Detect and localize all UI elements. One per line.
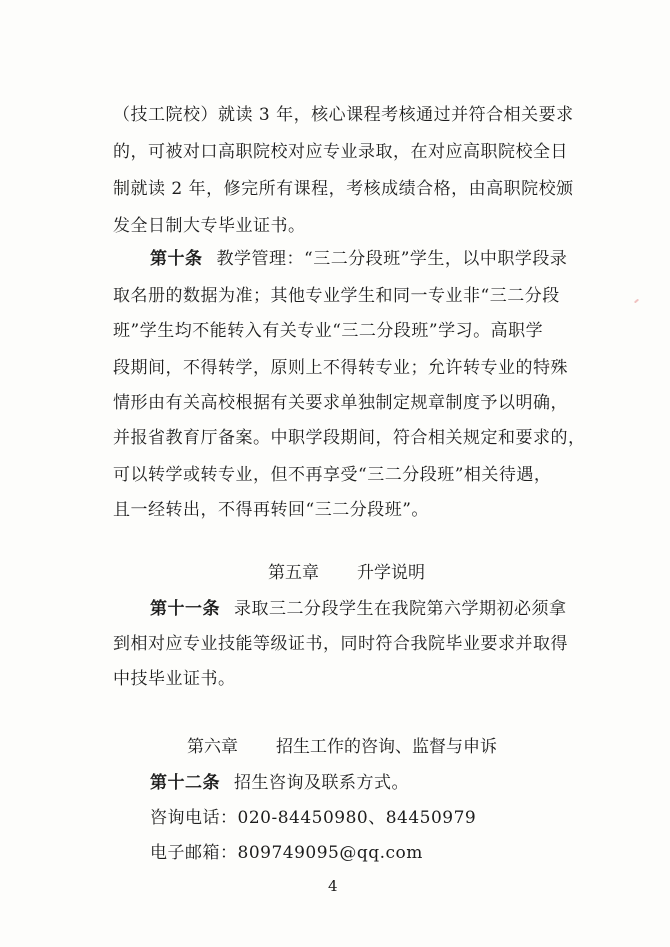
chapter-5-title: 升学说明 [357, 563, 425, 583]
article-12-line [150, 771, 409, 795]
article-10-first-line [150, 247, 567, 271]
scan-speck [634, 299, 639, 304]
article-12-text: 招生咨询及联系方式。 [234, 773, 409, 793]
article-11-label: 第十一条 [150, 599, 220, 619]
paragraph-line: 制就读 2 年，修完所有课程，考核成绩合格，由高职院校颁 [113, 179, 574, 199]
contact-email-label: 电子邮箱： [150, 843, 238, 863]
article-10-label: 第十条 [150, 249, 203, 269]
article-12-label: 第十二条 [150, 773, 220, 793]
paragraph-line: 情形由有关高校根据有关要求单独制定规章制度予以明确， [113, 393, 568, 413]
chapter-6-title: 招生工作的咨询、监督与申诉 [276, 737, 497, 757]
contact-phone-line [150, 806, 476, 830]
chapter-6-heading [187, 735, 497, 759]
article-11-text: 录取三二分段学生在我院第六学期初必须拿 [234, 599, 567, 619]
paragraph-line: 并报省教育厅备案。中职学段期间，符合相关规定和要求的， [113, 428, 586, 448]
paragraph-line: 班”学生均不能转入有关专业“三二分段班”学习。高职学 [113, 321, 544, 341]
chapter-6-number: 第六章 [187, 737, 238, 757]
contact-email-line [150, 841, 423, 865]
article-10-text: 教学管理：“三二分段班”学生，以中职学段录 [216, 249, 568, 269]
paragraph-line: 的，可被对口高职院校对应专业录取，在对应高职院校全日 [113, 142, 568, 162]
contact-phone-label: 咨询电话： [150, 808, 238, 828]
contact-phone-value: 020-84450980、84450979 [237, 808, 477, 828]
paragraph-line: 且一经转出，不得再转回“三二分段班”。 [113, 500, 429, 520]
page-number: 4 [328, 877, 338, 895]
article-11-first-line [150, 597, 567, 621]
chapter-5-heading [268, 561, 425, 585]
paragraph-line: 段期间，不得转学，原则上不得转专业；允许转专业的特殊 [113, 358, 568, 378]
paragraph-line: （技工院校）就读 3 年，核心课程考核通过并符合相关要求 [113, 105, 574, 125]
paragraph-line: 可以转学或转专业，但不再享受“三二分段班”相关待遇， [113, 465, 552, 485]
chapter-5-number: 第五章 [268, 563, 319, 583]
contact-email-value: 809749095@qq.com [237, 843, 423, 863]
paragraph-line: 发全日制大专毕业证书。 [113, 216, 306, 236]
paragraph-line: 到相对应专业技能等级证书，同时符合我院毕业要求并取得 [113, 634, 568, 654]
paragraph-line: 取名册的数据为准；其他专业学生和同一专业非“三二分段 [113, 286, 560, 306]
paragraph-line: 中技毕业证书。 [113, 669, 236, 689]
